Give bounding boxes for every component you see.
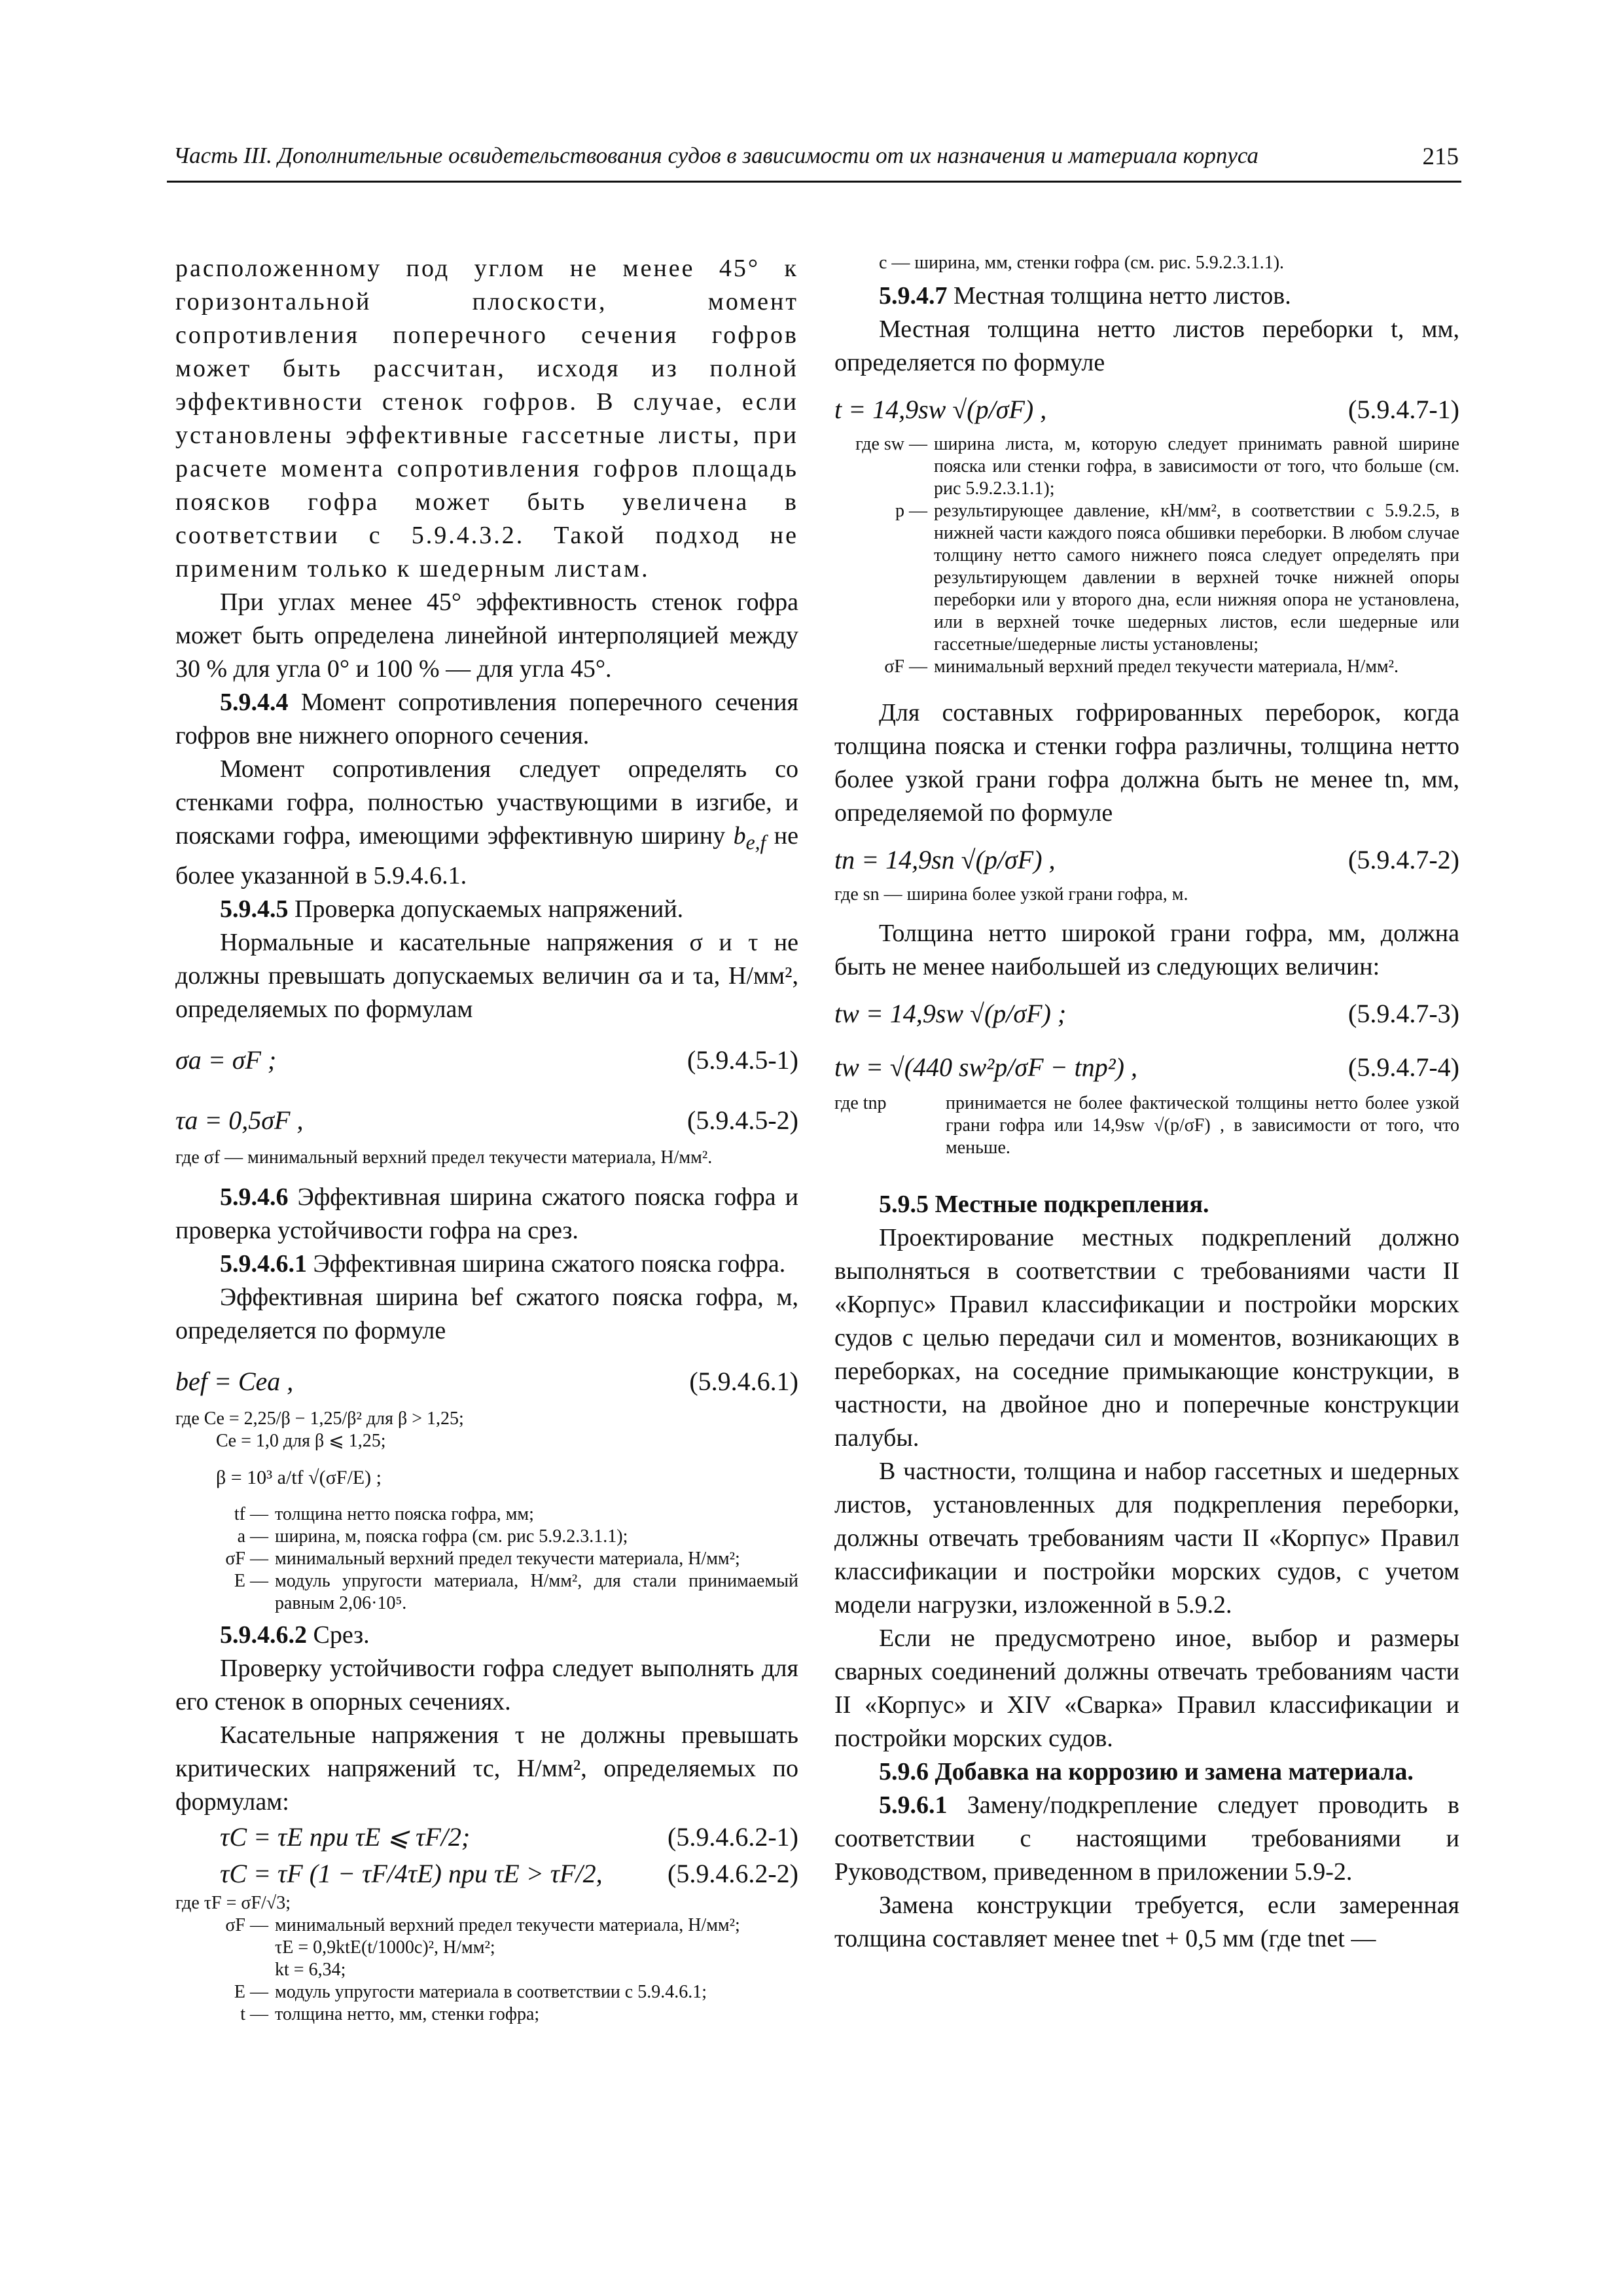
right-column: [834, 252, 1459, 1956]
def-text: толщина нетто, мм, стенки гофра;: [275, 2003, 540, 2024]
def-term: σF —: [225, 1548, 268, 1569]
equation: [834, 1049, 1459, 1086]
equation: [175, 1856, 798, 1892]
def-text: ширина, м, пояска гофра (см. рис 5.9.2.3.1.1);: [275, 1526, 628, 1547]
section-number: 5.9.4.7: [879, 282, 948, 310]
equation: [175, 1102, 798, 1139]
symbol-definition: где τF = σF/√3;: [175, 1892, 291, 1913]
section-title: Замену/подкрепление следует проводить в соответствии с настоящими требованиями и Руководством, приведенном в приложении 5.9-2.: [834, 1791, 1460, 1886]
paragraph: Замена конструкции требуется, если замеренная толщина составляет менее tnet + 0,5 мм (где tnet —: [834, 1892, 1459, 1952]
paragraph: Касательные напряжения τ не должны превышать критических напряжений τc, Н/мм², определяемых по формулам:: [175, 1721, 798, 1816]
def-text: принимается не более фактической толщины нетто более узкой грани гофра или 14,9sw √(p/σF) , в зависимости от того, что меньше.: [946, 1093, 1459, 1158]
equation: [834, 996, 1459, 1032]
symbol-definition: Ce = 1,0 для β ⩽ 1,25;: [216, 1430, 386, 1451]
section-title: Эффективная ширина сжатого пояска гофра.: [313, 1249, 786, 1278]
equation: [834, 842, 1459, 878]
equation-number: (5.9.4.6.2-1): [668, 1821, 798, 1852]
def-text: результирующее давление, кН/мм², в соответствии с 5.9.2.5, в нижней части каждого пояса обшивки переборки. В любом случае толщину нетто самого нижнего пояса следует определять при результирующем давлении в верхней точке нижней опоры переборки или у второго дна, если нижняя опора не установлена, или в верхней точке шедерных листов, если шедерные или гассетные/шедерные листы установлены;: [934, 501, 1459, 655]
symbol-definition: c — ширина, мм, стенки гофра (см. рис. 5.9.2.3.1.1).: [879, 253, 1285, 273]
def-term: где tnp: [834, 1093, 887, 1113]
equation-number: (5.9.4.7-1): [1348, 395, 1459, 424]
def-text: модуль упругости материала, Н/мм², для стали принимаемый равным 2,06·10⁵.: [275, 1570, 798, 1613]
def-text: минимальный верхний предел текучести материала, Н/мм²;: [275, 1548, 740, 1569]
section-title: Срез.: [313, 1621, 370, 1649]
symbol-definition-list: [834, 1092, 1459, 1159]
section-heading: [175, 1181, 798, 1247]
equation-number: (5.9.4.6.1): [689, 1366, 798, 1396]
header-title: Часть III. Дополнительные освидетельствования судов в зависимости от их назначения и материала корпуса: [173, 143, 1258, 168]
paragraph: Местная толщина нетто листов переборки t, мм, определяется по формуле: [834, 315, 1459, 376]
equation: [175, 1042, 798, 1079]
page-number: 215: [1422, 143, 1459, 170]
def-text: ширина листа, м, которую следует принимать равной ширине пояска или стенки гофра, в зависимости от того, что больше (см. рис 5.9.2.3.1.1);: [934, 434, 1459, 499]
section-heading: 5.9.6 Добавка на коррозию и замена материала.: [879, 1758, 1414, 1785]
def-text: τE = 0,9ktE(t/1000c)², Н/мм²;: [275, 1937, 495, 1958]
paragraph: [175, 753, 798, 893]
symbol-definition: где Ce = 2,25/β − 1,25/β² для β > 1,25;: [175, 1408, 464, 1429]
section-number: 5.9.4.6.1: [220, 1249, 307, 1278]
def-term: tf —: [234, 1503, 268, 1524]
def-term: t —: [240, 2003, 268, 2024]
symbol-subscript: e,f: [745, 831, 766, 854]
equation-formula: tw = √(440 sw²p/σF − tnp²) ,: [834, 1052, 1137, 1082]
equation: [834, 391, 1459, 428]
section-title: Момент сопротивления поперечного сечения гофров вне нижнего опорного сечения.: [175, 689, 798, 749]
def-text: минимальный верхний предел текучести материала, Н/мм²;: [275, 1914, 740, 1935]
text-run: Момент сопротивления следует определять со стенками гофра, полностью участвующими в изгибе, и поясками гофра, имеющими эффективную ширину: [175, 755, 798, 850]
section-number: 5.9.4.6.2: [220, 1621, 307, 1649]
def-text: минимальный верхний предел текучести материала, Н/мм².: [934, 656, 1399, 677]
section-heading: [175, 686, 798, 753]
section-heading: [175, 1619, 798, 1652]
section-heading: [175, 1247, 798, 1281]
section-heading: 5.9.5 Местные подкрепления.: [879, 1191, 1209, 1218]
equation-number: (5.9.4.7-2): [1348, 845, 1459, 874]
text-run: не более указанной в 5.9.4.6.1.: [175, 822, 799, 889]
equation-formula: tw = 14,9sw √(p/σF) ;: [834, 999, 1067, 1028]
equation-formula: τa = 0,5σF ,: [175, 1105, 304, 1135]
def-term: [175, 1937, 268, 1959]
symbol-definition-list: [175, 1503, 798, 1615]
equation-number: (5.9.4.5-2): [687, 1105, 798, 1135]
section-number: 5.9.4.4: [220, 689, 289, 716]
equation-formula: τC = τF (1 − τF/4τE) при τE > τF/2,: [220, 1858, 603, 1888]
def-term: где sw —: [855, 434, 927, 454]
def-text: kt = 6,34;: [275, 1959, 346, 1980]
paragraph: Нормальные и касательные напряжения σ и τ не должны превышать допускаемых величин σa и τa, Н/мм², определяемых по формулам: [175, 928, 798, 1023]
running-header: [167, 139, 1461, 183]
equation-formula: bef = Cea ,: [175, 1366, 294, 1396]
def-text: толщина нетто пояска гофра, мм;: [275, 1503, 534, 1524]
paragraph: расположенному под углом не менее 45° к горизонтальной плоскости, момент сопротивления поперечного сечения гофров может быть рассчитан, исходя из полной эффективности стенок гофров. В случае, если установлены эффективные гассетные листы, при расчете момента сопротивления гофров площадь поясков гофра может быть увеличена в соответствии с 5.9.4.3.2. Такой подход не применим только к шедерным листам.: [175, 255, 798, 583]
symbol-definition: где sn — ширина более узкой грани гофра, м.: [834, 884, 1188, 905]
symbol-definition-list: [834, 433, 1459, 678]
paragraph: Проверку устойчивости гофра следует выполнять для его стенок в опорных сечениях.: [175, 1654, 798, 1715]
paragraph: Если не предусмотрено иное, выбор и размеры сварных соединений должны отвечать требованиям части II «Корпус» и XIV «Сварка» Правил классификации и постройки морских судов.: [834, 1624, 1459, 1752]
section-heading: [175, 893, 798, 926]
section-title: Эффективная ширина сжатого пояска гофра и проверка устойчивости гофра на срез.: [175, 1183, 798, 1244]
def-term: [175, 1959, 268, 1981]
paragraph: Эффективная ширина bef сжатого пояска гофра, м, определяется по формуле: [175, 1283, 798, 1344]
equation-number: (5.9.4.7-3): [1348, 999, 1459, 1028]
equation-formula: tn = 14,9sn √(p/σF) ,: [834, 845, 1056, 874]
symbol-definition-list: [175, 1914, 798, 2026]
section-heading: [834, 1789, 1459, 1889]
equation-formula: σa = σF ;: [175, 1045, 277, 1075]
paragraph: Проектирование местных подкреплений должно выполняться в соответствии с требованиями части II «Корпус» Правил классификации и постройки морских судов с целью передачи сил и моментов, возникающих в переборках, на соседние примыкающие конструкции, в частности, на двойное дно и поперечные конструкции палубы.: [834, 1224, 1459, 1452]
def-term: σF —: [225, 1914, 268, 1935]
section-number: 5.9.4.5: [220, 895, 289, 923]
def-term: E —: [234, 1570, 268, 1591]
paragraph: При углах менее 45° эффективность стенок гофра может быть определена линейной интерполяцией между 30 % для угла 0° и 100 % — для угла 45°.: [175, 588, 798, 683]
paragraph: Толщина нетто широкой грани гофра, мм, должна быть не менее наибольшей из следующих величин:: [834, 920, 1459, 980]
def-text: модуль упругости материала в соответствии с 5.9.4.6.1;: [275, 1981, 707, 2002]
section-heading: [834, 279, 1459, 313]
def-term: σF —: [884, 656, 927, 677]
equation-formula: t = 14,9sw √(p/σF) ,: [834, 395, 1047, 424]
left-column: [175, 252, 798, 2026]
def-term: p —: [895, 501, 927, 521]
equation-number: (5.9.4.6.2-2): [668, 1858, 798, 1888]
symbol: b: [733, 822, 746, 850]
section-number: 5.9.6.1: [879, 1791, 948, 1819]
equation-number: (5.9.4.5-1): [687, 1045, 798, 1075]
paragraph: В частности, толщина и набор гассетных и шедерных листов, установленных для подкрепления переборки, должны отвечать требованиям части II «Корпус» Правил классификации и постройки морских судов, с учетом модели нагрузки, изложенной в 5.9.2.: [834, 1458, 1459, 1619]
section-title: Местная толщина нетто листов.: [954, 282, 1291, 310]
def-term: E —: [234, 1981, 268, 2002]
def-term: a —: [237, 1526, 268, 1547]
paragraph: Для составных гофрированных переборок, когда толщина пояска и стенки гофра различны, толщина нетто более узкой грани гофра должна быть не менее tn, мм, определяемой по формуле: [834, 699, 1459, 827]
equation: [175, 1819, 798, 1856]
section-title: Проверка допускаемых напряжений.: [294, 895, 684, 923]
beta-formula: β = 10³ a/tf √(σF/E) ;: [216, 1466, 382, 1488]
section-number: 5.9.4.6: [220, 1183, 289, 1211]
equation-number: (5.9.4.7-4): [1348, 1052, 1459, 1082]
symbol-definition: где σf — минимальный верхний предел текучести материала, Н/мм².: [175, 1147, 713, 1168]
equation-formula: τC = τE при τE ⩽ τF/2;: [220, 1821, 471, 1852]
equation: [175, 1363, 798, 1400]
